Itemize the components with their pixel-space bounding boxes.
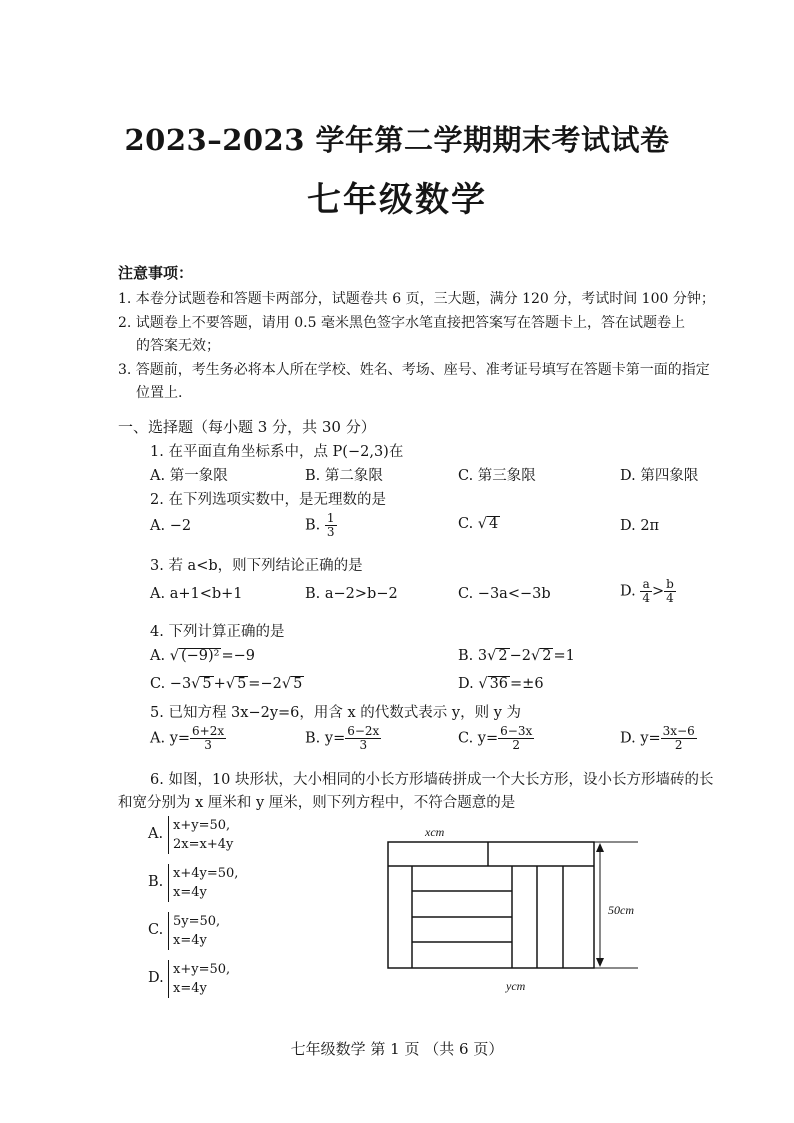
q4-stem: 4. 下列计算正确的是	[150, 624, 285, 640]
q2-option-c: C. √ 4	[458, 516, 499, 532]
q2-b-label: B.	[305, 517, 321, 534]
q3-option-a: A. a+1<b+1	[150, 586, 243, 602]
top-label-xcm: xcm	[425, 825, 445, 839]
q6-option-c-label: C.	[148, 922, 164, 938]
q6-option-a-system: x+y=50, 2x=x+4y	[168, 816, 233, 854]
q1-option-b: B. 第二象限	[305, 468, 383, 484]
q6-brick-figure	[380, 822, 650, 997]
q5-stem: 5. 已知方程 3x−2y=6，用含 x 的代数式表示 y，则 y 为	[150, 705, 522, 721]
q2-option-b	[305, 512, 337, 539]
q6-option-d-label: D.	[148, 970, 164, 986]
exam-title: 2023–2023 学年第二学期期末考试试卷	[124, 123, 670, 157]
q5-option-b: B. y= $\frac{6-2x}{3}$	[305, 724, 380, 752]
q3-stem: 3. 若 a<b，则下列结论正确的是	[150, 558, 363, 574]
q2-stem: 2. 在下列选项实数中，是无理数的是	[150, 492, 386, 508]
q4-option-d: D. √ 36 =±6	[458, 676, 544, 692]
q6-option-a-label: A.	[148, 826, 164, 842]
q3-option-d: D. $\frac{a}{4}$ > $\frac{b}{4}$	[620, 577, 674, 605]
q1-option-a: A. 第一象限	[150, 468, 228, 484]
q5-option-a: A. y= $\frac{6+2x}{3}$	[150, 724, 225, 752]
note-3-cont: 位置上.	[136, 385, 183, 401]
page-footer: 七年级数学 第 1 页 （共 6 页）	[290, 1040, 504, 1058]
notes-title: 注意事项：	[118, 264, 194, 282]
q1-option-c: C. 第三象限	[458, 468, 536, 484]
q6-stem-line2: 和宽分别为 x 厘米和 y 厘米，则下列方程中，不符合题意的是	[118, 795, 516, 811]
q3-option-b: B. a−2>b−2	[305, 586, 398, 602]
section-title: 一、选择题（每小题 3 分，共 30 分）	[118, 418, 376, 436]
exam-subject: 七年级数学	[307, 180, 487, 220]
q6-option-b-label: B.	[148, 874, 164, 890]
q6-stem-line1: 6. 如图，10 块形状，大小相同的小长方形墙砖拼成一个大长方形，设小长方形墙砖的长	[150, 772, 714, 788]
q6-option-c-system: 5y=50, x=4y	[168, 912, 220, 950]
note-1: 1. 本卷分试题卷和答题卡两部分，试题卷共 6 页，三大题，满分 120 分，考试时间 100 分钟；	[118, 291, 715, 307]
note-3: 3. 答题前，考生务必将本人所在学校、姓名、考场、座号、准考证号填写在答题卡第一面的指定	[118, 362, 710, 378]
q2-c-radicand: 4	[489, 516, 499, 532]
q2-option-d: D. 2π	[620, 518, 660, 534]
q4-option-b: B. 3√ 2 −2√ 2 =1	[458, 648, 575, 664]
q5-option-c: C. y= $\frac{6-3x}{2}$	[458, 724, 533, 752]
q4-option-c: C. −3√ 5 +√ 5 =−2√ 5	[150, 676, 303, 692]
q1-option-d: D. 第四象限	[620, 468, 699, 484]
q6-option-b-system: x+4y=50, x=4y	[168, 864, 238, 902]
q2-b-fraction: $\frac{1}{3}$	[326, 511, 335, 539]
side-label-50cm: 50cm	[608, 903, 634, 917]
q4-option-a: A. √ (−9)² =−9	[150, 648, 255, 664]
note-2: 2. 试题卷上不要答题，请用 0.5 毫米黑色签字水笔直接把答案写在答题卡上，答在试题卷上	[118, 315, 685, 331]
q3-option-c: C. −3a<−3b	[458, 586, 551, 602]
q5-option-d: D. y= $\frac{3x-6}{2}$	[620, 724, 695, 752]
bottom-label-ycm: ycm	[506, 979, 526, 993]
q6-option-d-system: x+y=50, x=4y	[168, 960, 230, 998]
note-2-cont: 的答案无效；	[136, 338, 220, 354]
q1-stem: 1. 在平面直角坐标系中，点 P(−2,3)在	[150, 444, 404, 460]
q2-option-a: A. −2	[150, 518, 192, 534]
